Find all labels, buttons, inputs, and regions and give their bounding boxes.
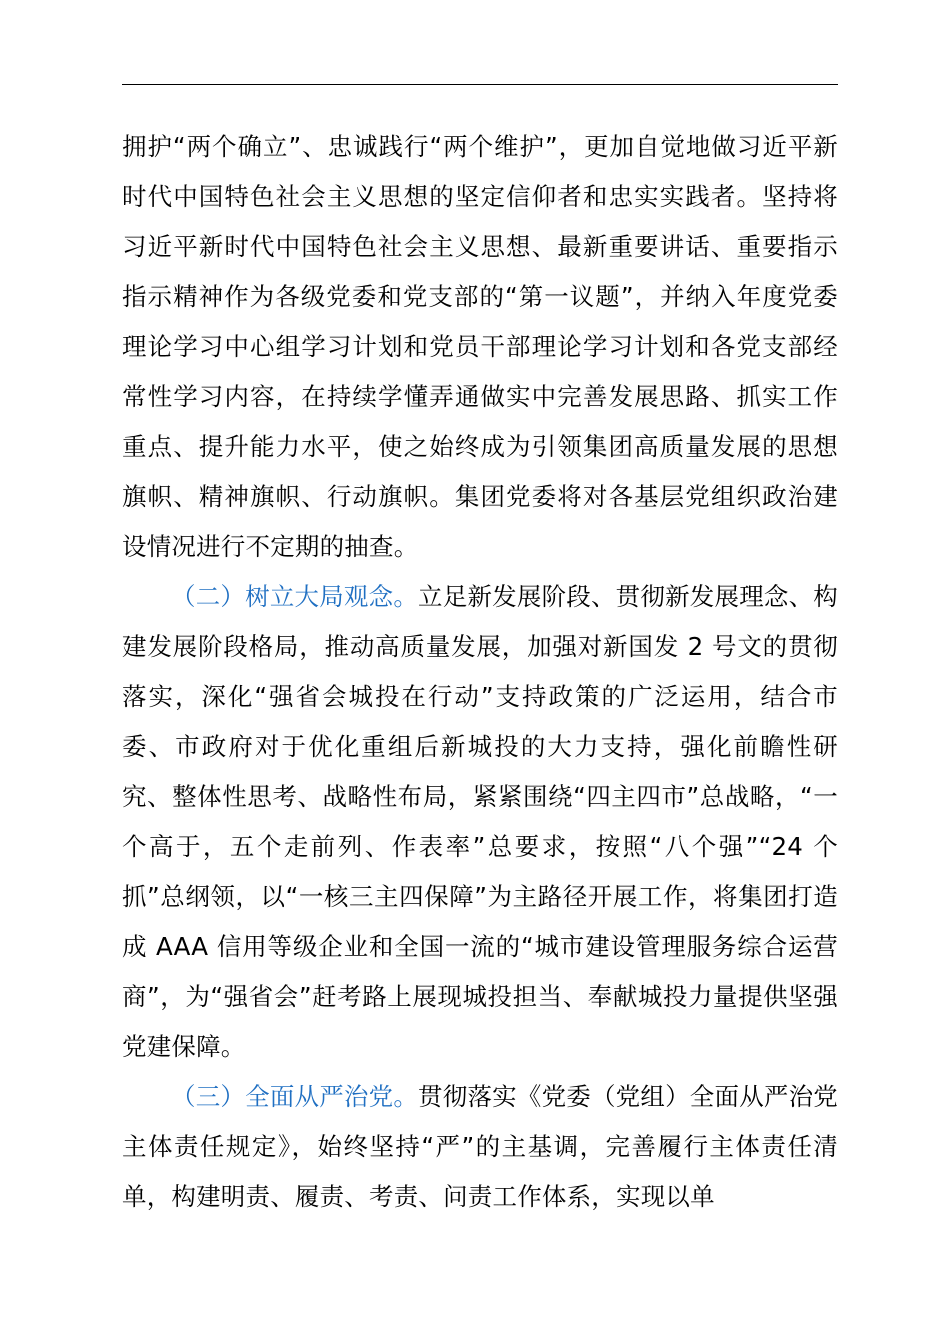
paragraph-establish-overall-view	[122, 572, 838, 1072]
paragraph-text: 拥护“两个确立”、忠诚践行“两个维护”，更加自觉地做习近平新时代中国特色社会主义思想的坚定信仰者和忠实实践者。坚持将习近平新时代中国特色社会主义思想、最新重要讲话、重要指示指示精神作为各级党委和党支部的“第一议题”，并纳入年度党委理论学习中心组学习计划和党员干部理论学习计划和各党支部经常性学习内容，在持续学懂弄通做实中完善发展思路、抓实工作重点、提升能力水平，使之始终成为引领集团高质量发展的思想旗帜、精神旗帜、行动旗帜。集团党委将对各基层党组织政治建设情况进行不定期的抽查。	[122, 132, 838, 561]
paragraph-text: 贯彻落实《党委（党组）全面从严治党主体责任规定》，始终坚持“严”的主基调，完善履行主体责任清单，构建明责、履责、考责、问责工作体系，实现以单	[122, 1082, 839, 1211]
section-heading: （二）树立大局观念。	[171, 582, 419, 611]
paragraph-text: 立足新发展阶段、贯彻新发展理念、构建发展阶段格局，推动高质量发展，加强对新国发 2 号文的贯彻落实，深化“强省会城投在行动”支持政策的广泛运用，结合市委、市政府对于优化重组后新城投的大力支持，强化前瞻性研究、整体性思考、战略性布局，紧紧围绕“四主四市”总战略，“一个高于，五个走前列、作表率”总要求，按照“八个强”“24 个抓”总纲领，以“一核三主四保障”为主路径开展工作，将集团打造成 AAA 信用等级企业和全国一流的“城市建设管理服务综合运营商”，为“强省会”赶考路上展现城投担当、奉献城投力量提供坚强党建保障。	[122, 582, 839, 1061]
document-body	[122, 122, 838, 1222]
paragraph-strict-party-governance	[122, 1072, 838, 1222]
paragraph-continuation	[122, 122, 838, 572]
header-rule	[122, 84, 838, 85]
section-heading: （三）全面从严治党。	[171, 1082, 419, 1111]
